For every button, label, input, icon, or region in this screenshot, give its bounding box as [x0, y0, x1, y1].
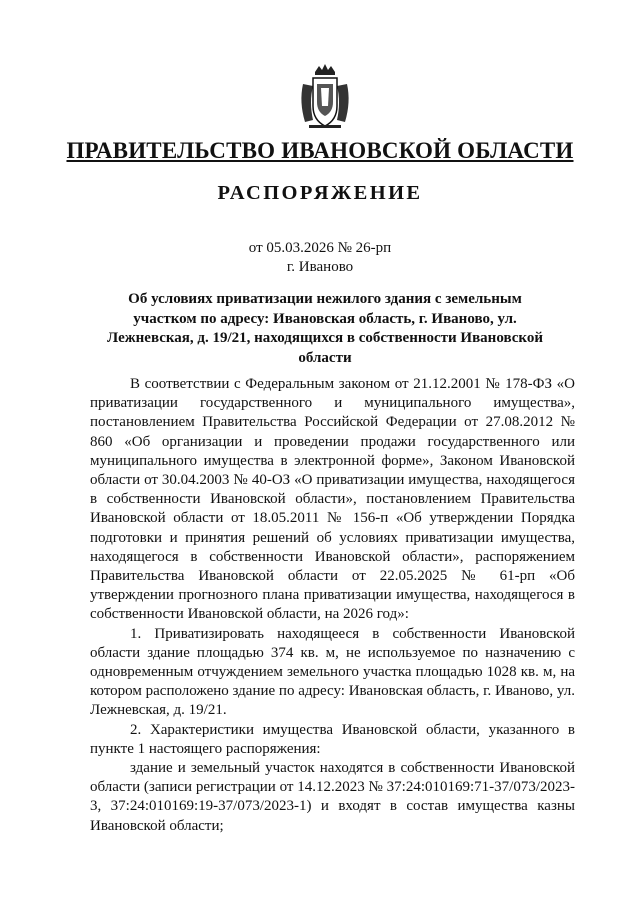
- date-and-number: от 05.03.2026 № 26-рп: [248, 240, 392, 256]
- paragraph-item-2-detail: здание и земельный участок находятся в собственности Ивановской области (записи регистрации от 14.12.2023 № 37:24:010169:71-37/073/2023-3, 37:24:010169:19-37/073/2023-1) и входят в состав имущества казны Ивановской области;: [90, 760, 575, 834]
- government-title: ПРАВИТЕЛЬСТВО ИВАНОВСКОЙ ОБЛАСТИ: [66, 138, 574, 163]
- paragraph-item-2: 2. Характеристики имущества Ивановской области, указанного в пункте 1 настоящего распоряжения:: [90, 721, 575, 757]
- document-body: [90, 375, 575, 836]
- paragraph-preamble: В соответствии с Федеральным законом от 21.12.2001 № 178-ФЗ «О приватизации государственного и муниципального имущества», постановлением Правительства Российской Федерации от 27.08.2012 № 860 «Об организации и проведении продажи государственного или муниципального имущества в электронной форме», Законом Ивановской области от 30.04.2003 № 40-ОЗ «О приватизации имущества, находящегося в собственности Ивановской области», постановлением Правительства Ивановской области от 18.05.2011 № 156-п «Об утверждении Порядка подготовки и принятия решений об условиях приватизации имущества, находящегося в собственности Ивановской области», распоряжением Правительства Ивановской области от 22.05.2025 № 61-рп «Об утверждении прогнозного плана приватизации имущества, находящегося в собственности Ивановской области, на 2026 год»:: [90, 376, 575, 623]
- paragraph-item-1: 1. Приватизировать находящееся в собственности Ивановской области здание площадью 374 кв. м, не используемое по назначению с одновременным отчуждением земельного участка площадью 1028 кв. м, на котором расположено здание по адресу: Ивановская область, г. Иваново, ул. Лежневская, д. 19/21.: [90, 625, 575, 719]
- coat-of-arms-icon: [295, 62, 355, 132]
- city: г. Иваново: [286, 259, 354, 275]
- document-type-title: РАСПОРЯЖЕНИЕ: [217, 182, 423, 204]
- document-subject: Об условиях приватизации нежилого здания с земельным участком по адресу: Ивановская область, г. Иваново, ул. Лежневская, д. 19/21, находящихся в собственности Ивановской области: [107, 291, 543, 366]
